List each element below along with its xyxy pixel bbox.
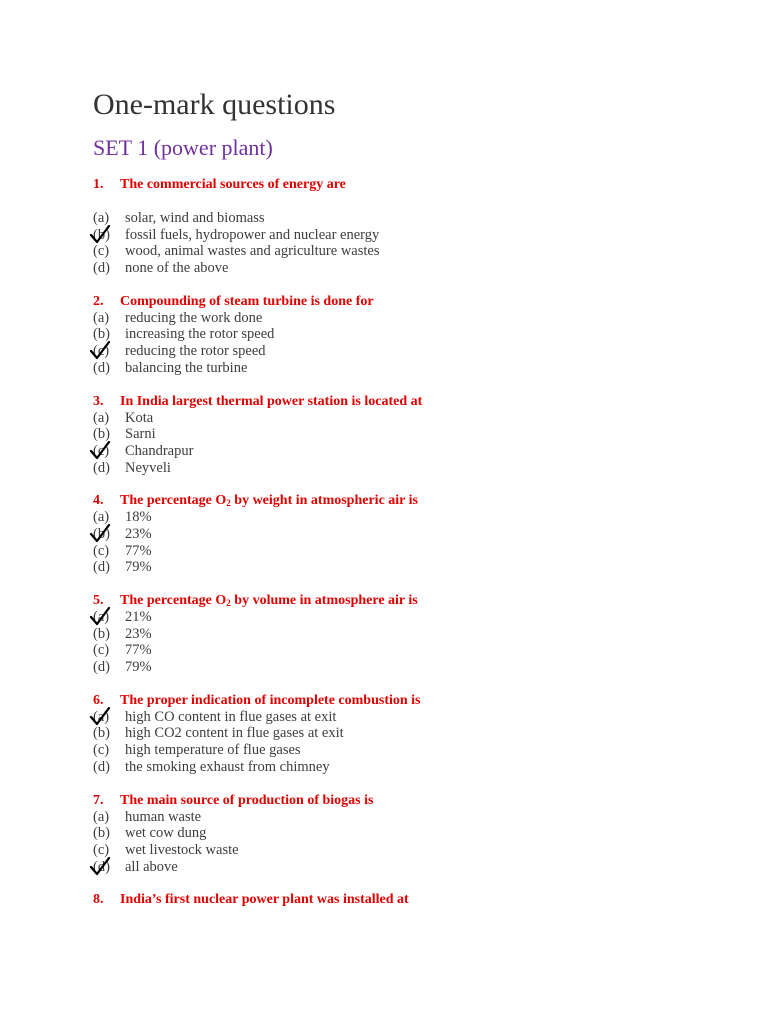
checkmark-icon: [89, 441, 111, 461]
option-letter: (b): [93, 625, 110, 642]
answer-option: [93, 326, 733, 343]
question-text: [93, 293, 733, 310]
option-text: the smoking exhaust from chimney: [125, 758, 330, 775]
question-item: [93, 492, 733, 576]
answer-option: [93, 626, 733, 643]
question-list: [93, 176, 733, 908]
question-text: [93, 176, 733, 193]
answer-option: [93, 809, 733, 826]
question-item: [93, 176, 733, 277]
question-text: [93, 792, 733, 809]
option-letter: (d): [93, 858, 110, 875]
question-number: 1.: [93, 177, 104, 192]
question-text: [93, 393, 733, 410]
answer-option: [93, 842, 733, 859]
option-letter: (d): [93, 758, 110, 775]
question-stem: India’s first nuclear power plant was installed at: [120, 892, 409, 908]
checkmark-icon: [89, 607, 111, 627]
question-stem: The proper indication of incomplete combustion is: [120, 692, 421, 708]
option-text: reducing the work done: [125, 309, 263, 326]
answer-option: [93, 526, 733, 543]
answer-option: [93, 210, 733, 227]
question-number: 4.: [93, 493, 104, 509]
answer-option: [93, 343, 733, 360]
question-stem: In India largest thermal power station is located at: [120, 393, 423, 409]
answer-option: [93, 443, 733, 460]
answer-option: [93, 360, 733, 377]
answer-option: [93, 310, 733, 327]
option-text: high temperature of flue gases: [125, 742, 301, 759]
answer-option: [93, 410, 733, 427]
option-text: high CO content in flue gases at exit: [125, 708, 337, 725]
option-letter: (b): [93, 825, 110, 842]
option-text: 77%: [125, 542, 152, 559]
answer-option: [93, 642, 733, 659]
option-letter: (c): [93, 243, 110, 260]
option-letter: (c): [93, 742, 110, 759]
answer-option: [93, 709, 733, 726]
answer-option: [93, 759, 733, 776]
question-text: [93, 692, 733, 709]
option-letter: (b): [93, 725, 110, 742]
option-text: 23%: [125, 525, 152, 542]
answer-option: [93, 426, 733, 443]
question-stem-part: The percentage O: [120, 493, 227, 509]
option-letter: (b): [93, 525, 110, 542]
question-number: 5.: [93, 593, 104, 608]
option-text: solar, wind and biomass: [125, 210, 265, 226]
option-letter: (d): [93, 659, 110, 676]
option-text: 21%: [125, 609, 152, 625]
option-text: 79%: [125, 559, 152, 576]
option-text: Sarni: [125, 426, 156, 443]
option-letter: (a): [93, 409, 110, 426]
question-item: [93, 393, 733, 477]
option-letter: (c): [93, 442, 110, 459]
option-letter: (a): [93, 309, 110, 326]
option-text: fossil fuels, hydropower and nuclear energy: [125, 226, 380, 243]
question-number: 3.: [93, 393, 104, 409]
question-number: 6.: [93, 692, 104, 708]
answer-option: [93, 509, 733, 526]
answer-option: [93, 559, 733, 576]
option-letter: (b): [93, 226, 110, 243]
question-item: [93, 692, 733, 776]
option-text: Chandrapur: [125, 442, 194, 459]
question-stem-part: by weight in atmospheric air is: [230, 493, 418, 509]
document-page: [93, 86, 733, 924]
option-text: wet livestock waste: [125, 841, 239, 858]
question-stem: The commercial sources of energy are: [120, 177, 346, 192]
answer-option: [93, 659, 733, 676]
option-letter: (d): [93, 260, 110, 277]
option-text: Neyveli: [125, 459, 171, 476]
option-letter: (d): [93, 459, 110, 476]
answer-option: [93, 260, 733, 277]
option-letter: (c): [93, 841, 110, 858]
checkmark-icon: [89, 707, 111, 727]
question-text: [93, 592, 733, 609]
option-letter: (a): [93, 609, 110, 625]
question-number: 8.: [93, 892, 104, 908]
set-title: SET 1 (power plant): [93, 135, 273, 160]
option-text: 23%: [125, 625, 152, 642]
answer-option: [93, 825, 733, 842]
option-letter: (a): [93, 708, 110, 725]
question-number: 7.: [93, 792, 104, 808]
option-letter: (b): [93, 326, 110, 343]
question-stem-part: by volume in atmosphere air is: [230, 593, 418, 608]
option-text: all above: [125, 858, 178, 875]
option-text: increasing the rotor speed: [125, 326, 275, 343]
option-text: high CO2 content in flue gases at exit: [125, 725, 344, 742]
option-letter: (c): [93, 343, 110, 360]
option-letter: (d): [93, 359, 110, 376]
question-text: [93, 492, 733, 509]
checkmark-icon: [89, 524, 111, 544]
question-stem: Compounding of steam turbine is done for: [120, 293, 374, 309]
question-item: [93, 293, 733, 377]
page-title: One-mark questions: [93, 88, 336, 121]
question-text: [93, 891, 733, 908]
answer-option: [93, 243, 733, 260]
answer-option: [93, 460, 733, 477]
question-item: [93, 592, 733, 676]
question-stem: The main source of production of biogas is: [120, 792, 374, 808]
answer-option: [93, 609, 733, 626]
answer-option: [93, 859, 733, 876]
checkmark-icon: [89, 225, 111, 245]
answer-option: [93, 543, 733, 560]
option-letter: (a): [93, 808, 110, 825]
option-text: human waste: [125, 808, 202, 825]
option-text: Kota: [125, 409, 154, 426]
option-text: none of the above: [125, 260, 229, 277]
option-text: reducing the rotor speed: [125, 343, 266, 360]
option-text: 77%: [125, 642, 152, 659]
option-text: wet cow dung: [125, 825, 207, 842]
checkmark-icon: [89, 341, 111, 361]
option-letter: (c): [93, 642, 110, 659]
option-text: balancing the turbine: [125, 359, 248, 376]
option-text: 18%: [125, 509, 152, 526]
answer-option: [93, 742, 733, 759]
question-number: 2.: [93, 293, 104, 309]
answer-option: [93, 725, 733, 742]
answer-option: [93, 227, 733, 244]
checkmark-icon: [89, 857, 111, 877]
option-letter: (d): [93, 559, 110, 576]
option-letter: (a): [93, 509, 110, 526]
option-text: 79%: [125, 659, 152, 676]
question-item: [93, 792, 733, 876]
question-stem-part: The percentage O: [120, 593, 227, 608]
subscript: 2: [226, 498, 231, 509]
option-letter: (a): [93, 210, 110, 226]
question-item: [93, 891, 733, 908]
option-letter: (b): [93, 426, 110, 443]
option-text: wood, animal wastes and agriculture wastes: [125, 243, 380, 260]
option-letter: (c): [93, 542, 110, 559]
subscript: 2: [226, 598, 231, 608]
